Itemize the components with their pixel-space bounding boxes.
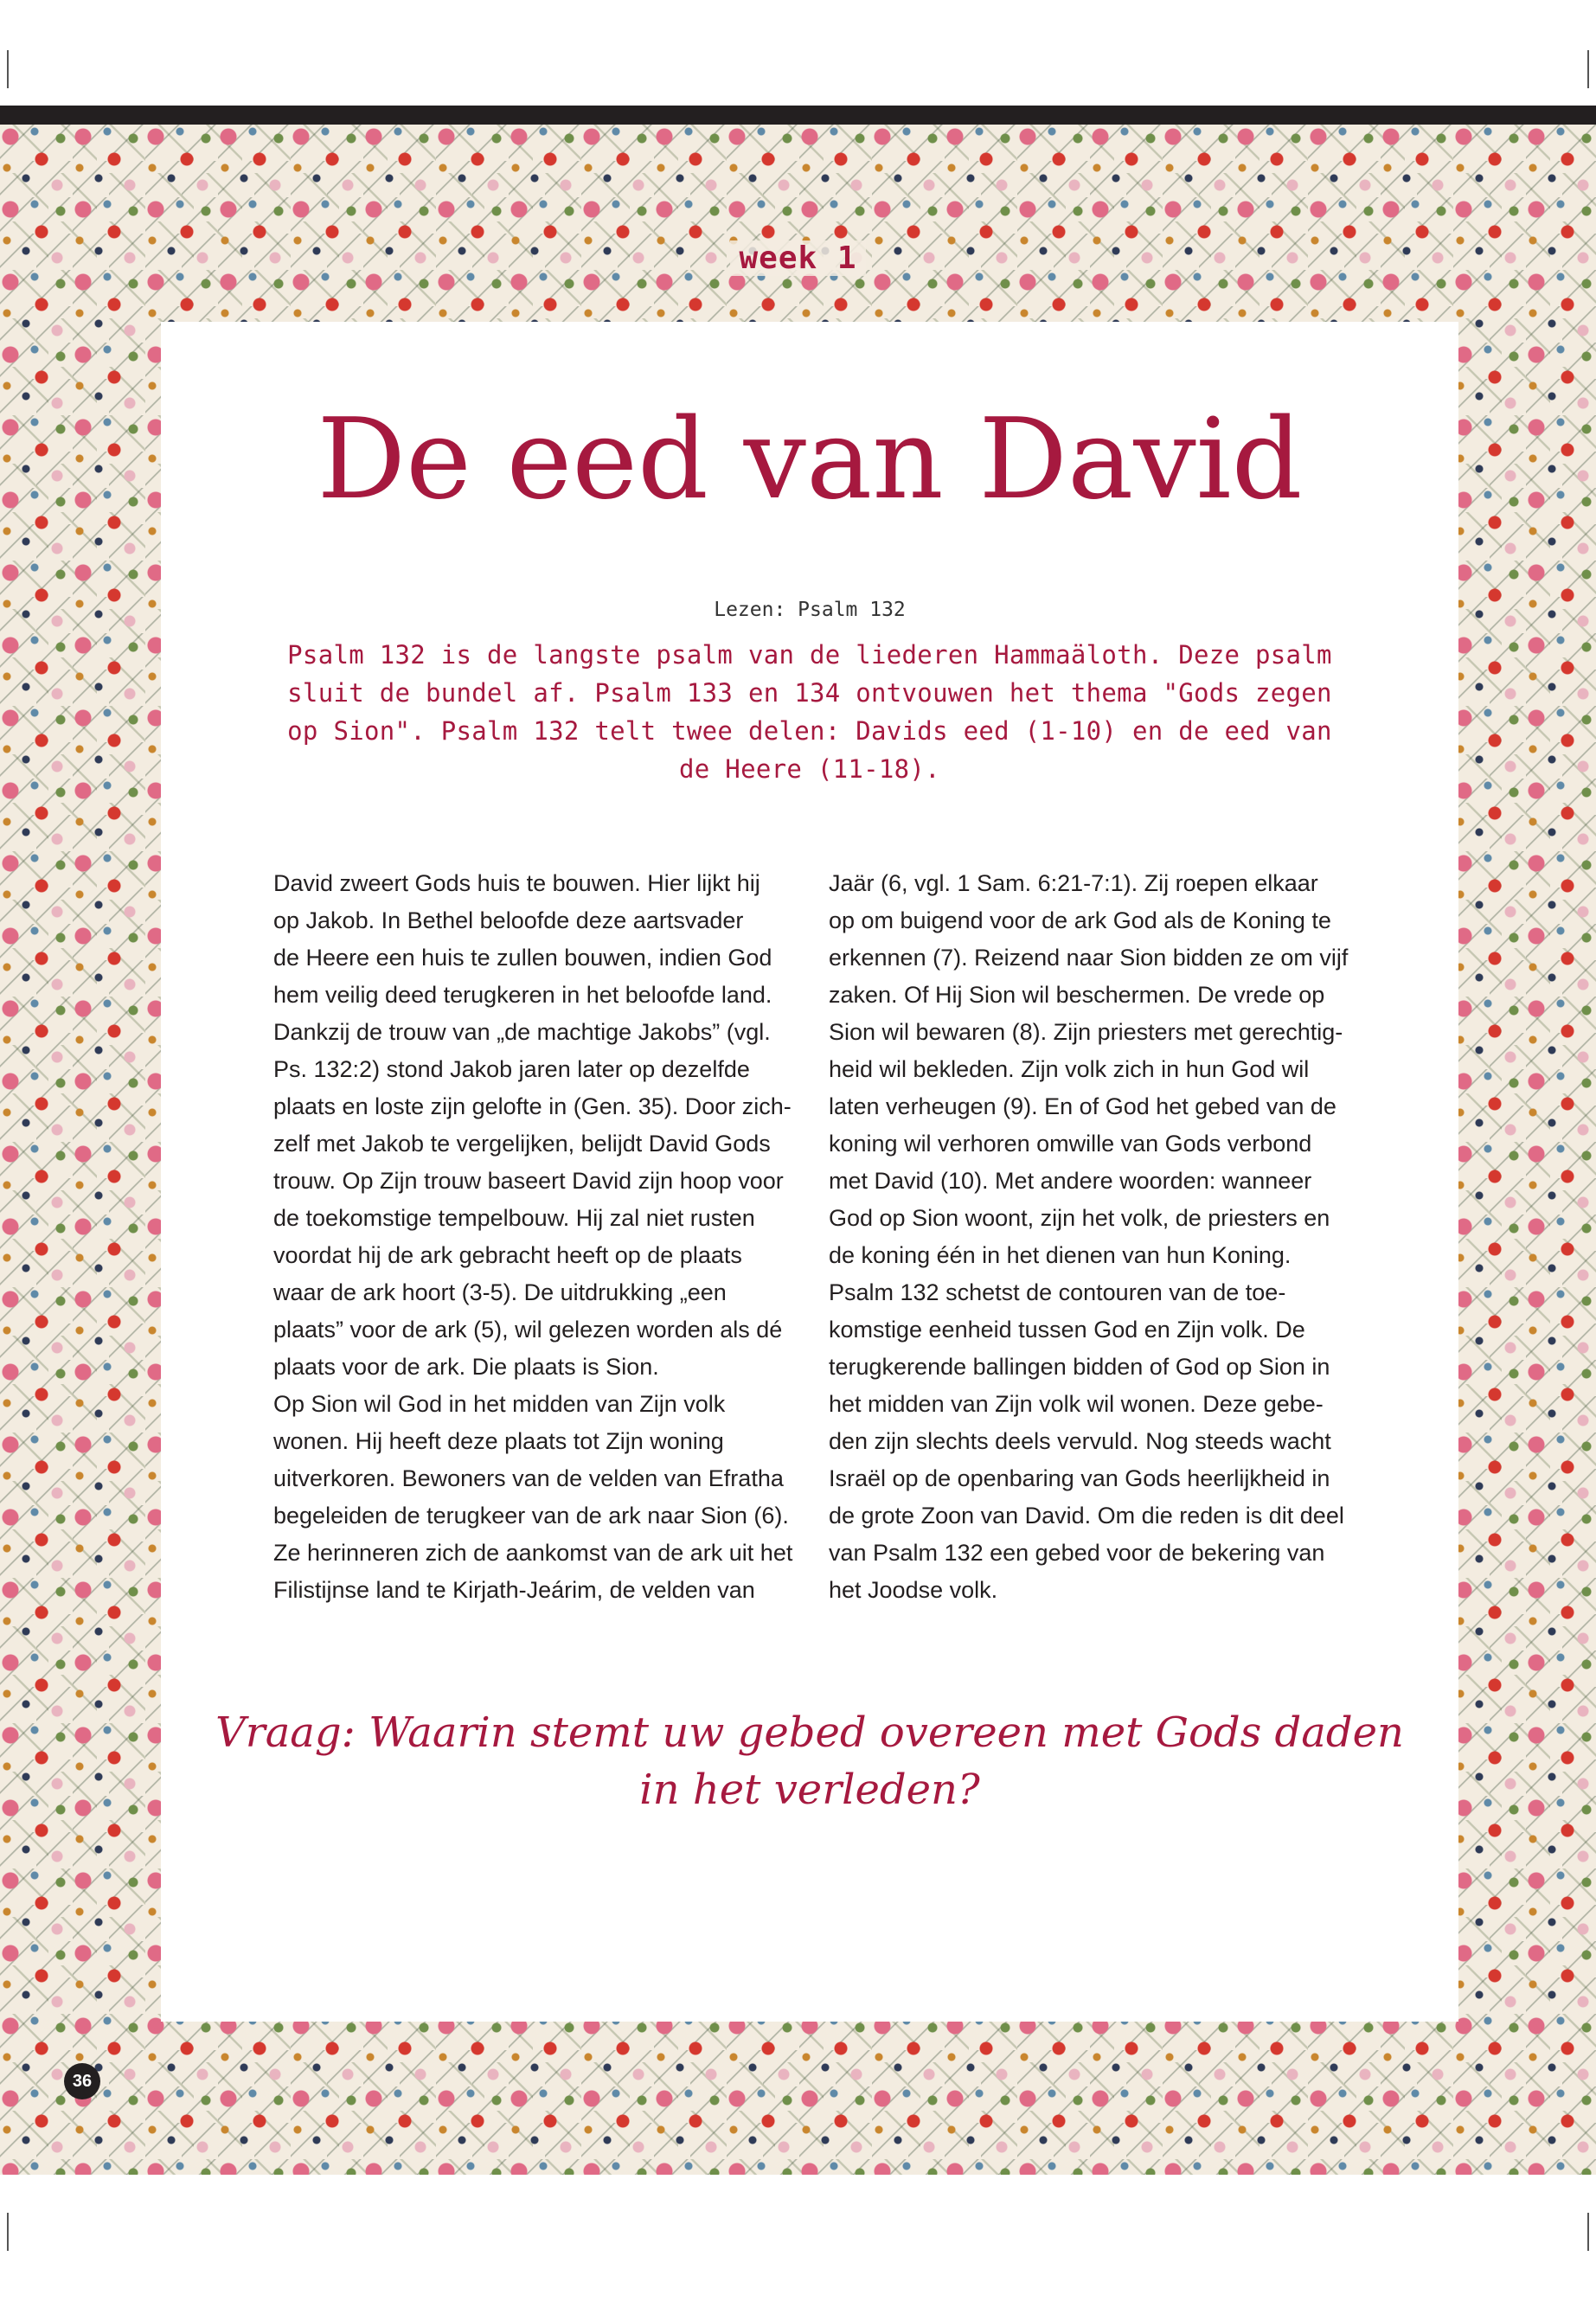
body-line: zaken. Of Hij Sion wil beschermen. De vrede op — [829, 982, 1325, 1008]
body-line: waar de ark hoort (3-5). De uitdrukking „een — [273, 1279, 727, 1305]
body-line: hem veilig deed terugkeren in het beloofde land. — [273, 982, 772, 1008]
body-line: Ps. 132:2) stond Jakob jaren later op dezelfde — [273, 1056, 750, 1082]
body-line: uitverkoren. Bewoners van de velden van Efratha — [273, 1465, 784, 1491]
body-line: de koning één in het dienen van hun Koning. — [829, 1242, 1292, 1268]
body-line: heid wil bekleden. Zijn volk zich in hun God wil — [829, 1056, 1310, 1082]
body-line: David zweert Gods huis te bouwen. Hier lijkt hij — [273, 870, 760, 896]
body-line: met David (10). Met andere woorden: wanneer — [829, 1168, 1312, 1194]
body-line: de toekomstige tempelbouw. Hij zal niet rusten — [273, 1205, 755, 1231]
top-rule — [0, 106, 1596, 125]
body-line: het Joodse volk. — [829, 1577, 998, 1603]
body-line: plaats voor de ark. Die plaats is Sion. — [273, 1354, 659, 1380]
crop-mark — [7, 50, 9, 88]
intro-line: Psalm 132 is de langste psalm van de liederen Hammaäloth. Deze psalm — [287, 640, 1332, 670]
body-line: erkennen (7). Reizend naar Sion bidden ze om vijf — [829, 945, 1349, 971]
body-line: komstige eenheid tussen God en Zijn volk. De — [829, 1317, 1305, 1343]
body-line: van Psalm 132 een gebed voor de bekering van — [829, 1540, 1325, 1566]
intro-line: sluit de bundel af. Psalm 133 en 134 ontvouwen het thema "Gods zegen — [287, 678, 1332, 708]
body-line: trouw. Op Zijn trouw baseert David zijn hoop voor — [273, 1168, 784, 1194]
body-line: plaats en loste zijn gelofte in (Gen. 35). Door zich- — [273, 1093, 792, 1119]
body-line: Filistijnse land te Kirjath-Jeárim, de velden van — [273, 1577, 755, 1603]
body-line: laten verheugen (9). En of God het gebed van de — [829, 1093, 1336, 1119]
body-line: voordat hij de ark gebracht heeft op de plaats — [273, 1242, 742, 1268]
body-column-right — [829, 865, 1348, 1609]
body-line: Israël op de openbaring van Gods heerlijkheid in — [829, 1465, 1330, 1491]
body-line: koning wil verhoren omwille van Gods verbond — [829, 1131, 1312, 1157]
page-title: De eed van David — [317, 395, 1303, 524]
body-line: terugkerende ballingen bidden of God op Sion in — [829, 1354, 1330, 1380]
question-line: in het verleden? — [639, 1766, 980, 1814]
reading-reference: Lezen: Psalm 132 — [714, 599, 906, 621]
reflection-question — [161, 1704, 1458, 1818]
body-line: het midden van Zijn volk wil wonen. Deze gebe- — [829, 1391, 1324, 1417]
body-line: wonen. Hij heeft deze plaats tot Zijn woning — [273, 1428, 724, 1454]
intro-line: de Heere (11-18). — [679, 754, 940, 784]
body-line: den zijn slechts deels vervuld. Nog steeds wacht — [829, 1428, 1331, 1454]
body-line: de Heere een huis te zullen bouwen, indien God — [273, 945, 772, 971]
body-line: Dankzij de trouw van „de machtige Jakobs” (vgl. — [273, 1019, 771, 1045]
body-line: plaats” voor de ark (5), wil gelezen worden als dé — [273, 1317, 783, 1343]
intro-line: op Sion". Psalm 132 telt twee delen: Davids eed (1-10) en de eed van — [287, 716, 1332, 746]
content-panel — [161, 322, 1458, 2022]
intro-paragraph — [273, 636, 1346, 788]
question-line: Vraag: Waarin stemt uw gebed overeen met Gods daden — [215, 1708, 1404, 1757]
crop-mark — [1587, 50, 1589, 88]
body-line: Ze herinneren zich de aankomst van de ark uit het — [273, 1540, 793, 1566]
body-line: op Jakob. In Bethel beloofde deze aartsvader — [273, 907, 744, 933]
page-number: 36 — [64, 2063, 100, 2099]
body-column-left — [273, 865, 792, 1609]
body-line: Op Sion wil God in het midden van Zijn volk — [273, 1391, 726, 1417]
body-line: begeleiden de terugkeer van de ark naar Sion (6). — [273, 1503, 789, 1529]
body-line: Psalm 132 schetst de contouren van de toe- — [829, 1279, 1286, 1305]
body-line: op om buigend voor de ark God als de Koning te — [829, 907, 1331, 933]
crop-mark — [7, 2213, 9, 2251]
body-line: zelf met Jakob te vergelijken, belijdt David Gods — [273, 1131, 771, 1157]
body-line: Jaär (6, vgl. 1 Sam. 6:21-7:1). Zij roepen elkaar — [829, 870, 1318, 896]
body-line: Sion wil bewaren (8). Zijn priesters met gerechtig- — [829, 1019, 1343, 1045]
week-label: week 1 — [0, 240, 1596, 276]
body-line: God op Sion woont, zijn het volk, de priesters en — [829, 1205, 1330, 1231]
crop-mark — [1587, 2213, 1589, 2251]
body-line: de grote Zoon van David. Om die reden is dit deel — [829, 1503, 1344, 1529]
